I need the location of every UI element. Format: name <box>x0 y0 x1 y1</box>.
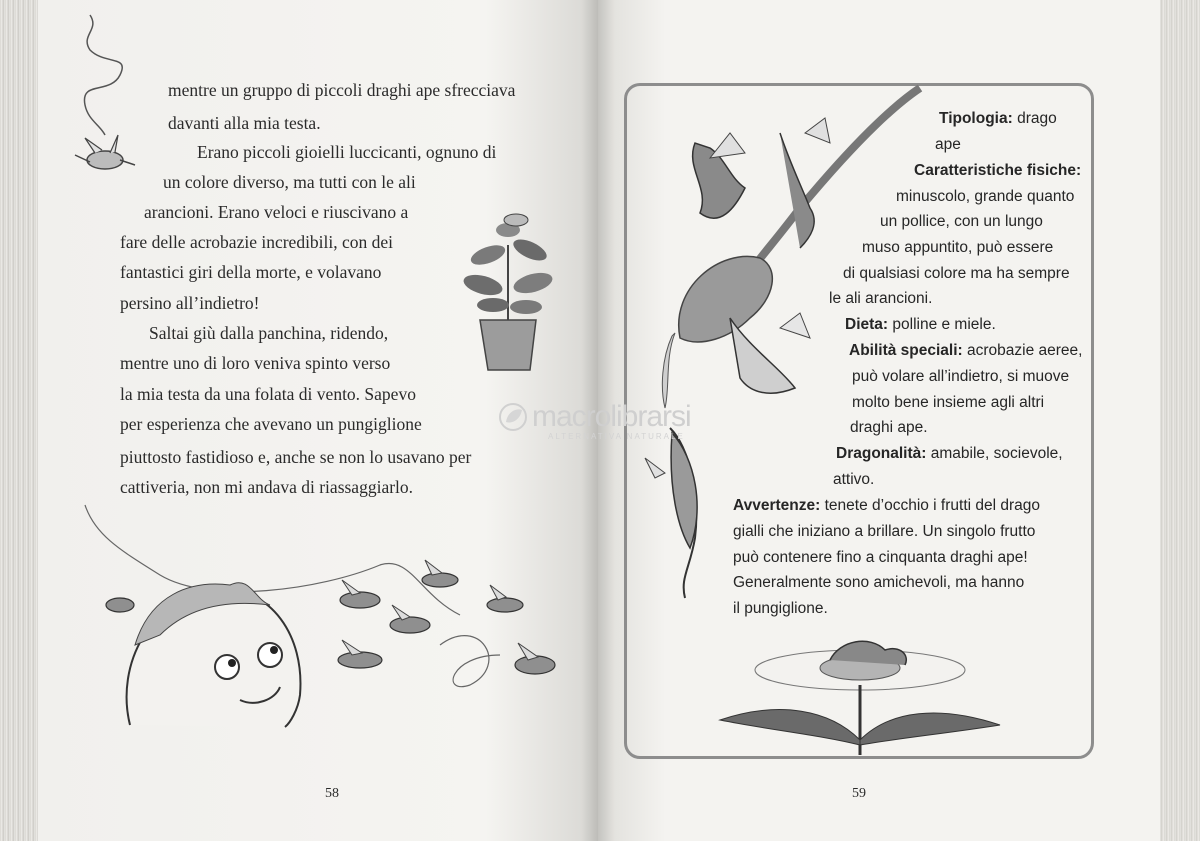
abilita-row <box>849 343 1082 359</box>
abilita-value: acrobazie aeree, <box>967 342 1083 359</box>
dragonalita-value: amabile, socievole, <box>930 445 1063 462</box>
watermark-text: macrolibrarsi <box>532 400 691 433</box>
potted-plant-illustration <box>458 205 558 375</box>
dieta-label: Dieta: <box>845 316 889 333</box>
left-text-line: Erano piccoli gioielli luccicanti, ognuno di <box>197 142 497 162</box>
abilita-line: molto bene insieme agli altri <box>852 394 1045 411</box>
avvertenze-line: gialli che iniziano a brillare. Un singolo frutto <box>733 523 1036 540</box>
caratteristiche-line: muso appuntito, può essere <box>862 239 1054 256</box>
dragonalita-row <box>836 446 1063 462</box>
watermark-subtext: ALTERNATIVA NATURALE <box>548 432 685 441</box>
left-text-line: davanti alla mia testa. <box>168 113 321 133</box>
avvertenze-value: tenete d’occhio i frutti del drago <box>824 497 1041 514</box>
watermark-leaf-icon <box>498 402 528 432</box>
bee-dragon-trail-illustration <box>60 10 150 190</box>
page-edges-right <box>1160 0 1200 841</box>
abilita-label: Abilità speciali: <box>849 342 963 359</box>
avvertenze-line: il pungiglione. <box>733 600 828 617</box>
page-number-right: 59 <box>852 786 866 801</box>
left-text-line: piuttosto fastidioso e, anche se non lo usavano per <box>120 447 472 467</box>
boy-with-bee-dragons-illustration <box>80 495 580 735</box>
left-text-line: arancioni. Erano veloci e riuscivano a <box>144 202 409 222</box>
avvertenze-row <box>733 498 1040 514</box>
caratteristiche-line: di qualsiasi colore ma ha sempre <box>843 265 1070 282</box>
left-text-line: Saltai giù dalla panchina, ridendo, <box>149 323 389 343</box>
avvertenze-line: Generalmente sono amichevoli, ma hanno <box>733 574 1025 591</box>
left-text-line: fantastici giri della morte, e volavano <box>120 262 382 282</box>
left-text-line: persino all’indietro! <box>120 293 260 313</box>
left-text-line: un colore diverso, ma tutti con le ali <box>163 172 416 192</box>
dieta-value: polline e miele. <box>892 316 996 333</box>
dragonalita-label: Dragonalità: <box>836 445 927 462</box>
left-text-line: per esperienza che avevano un pungiglione <box>120 414 422 434</box>
caratteristiche-line: le ali arancioni. <box>829 290 933 307</box>
caratteristiche-line: minuscolo, grande quanto <box>896 188 1075 205</box>
avvertenze-label: Avvertenze: <box>733 497 821 514</box>
dragonalita-value-cont: attivo. <box>833 471 875 488</box>
tipologia-label: Tipologia: <box>939 110 1013 127</box>
left-text-line: cattiveria, non mi andava di riassaggiarlo. <box>120 477 414 497</box>
abilita-line: può volare all’indietro, si muove <box>852 368 1070 385</box>
abilita-line: draghi ape. <box>850 419 928 436</box>
left-text-line: fare delle acrobazie incredibili, con dei <box>120 232 394 252</box>
dieta-row <box>845 317 996 333</box>
caratteristiche-label: Caratteristiche fisiche: <box>914 162 1082 179</box>
left-text-line: mentre un gruppo di piccoli draghi ape sfrecciava <box>168 80 516 100</box>
tipologia-row <box>939 111 1057 127</box>
flower-with-dragon-illustration <box>710 630 1010 760</box>
left-text-line: la mia testa da una folata di vento. Sapevo <box>120 384 416 404</box>
tipologia-value-cont: ape <box>935 136 961 153</box>
left-text-line: mentre uno di loro veniva spinto verso <box>120 353 391 373</box>
avvertenze-line: può contenere fino a cinquanta draghi ape! <box>733 549 1028 566</box>
caratteristiche-line: un pollice, con un lungo <box>880 213 1043 230</box>
tipologia-value: drago <box>1017 110 1057 127</box>
page-number-left: 58 <box>325 786 339 801</box>
page-edges-left <box>0 0 38 841</box>
